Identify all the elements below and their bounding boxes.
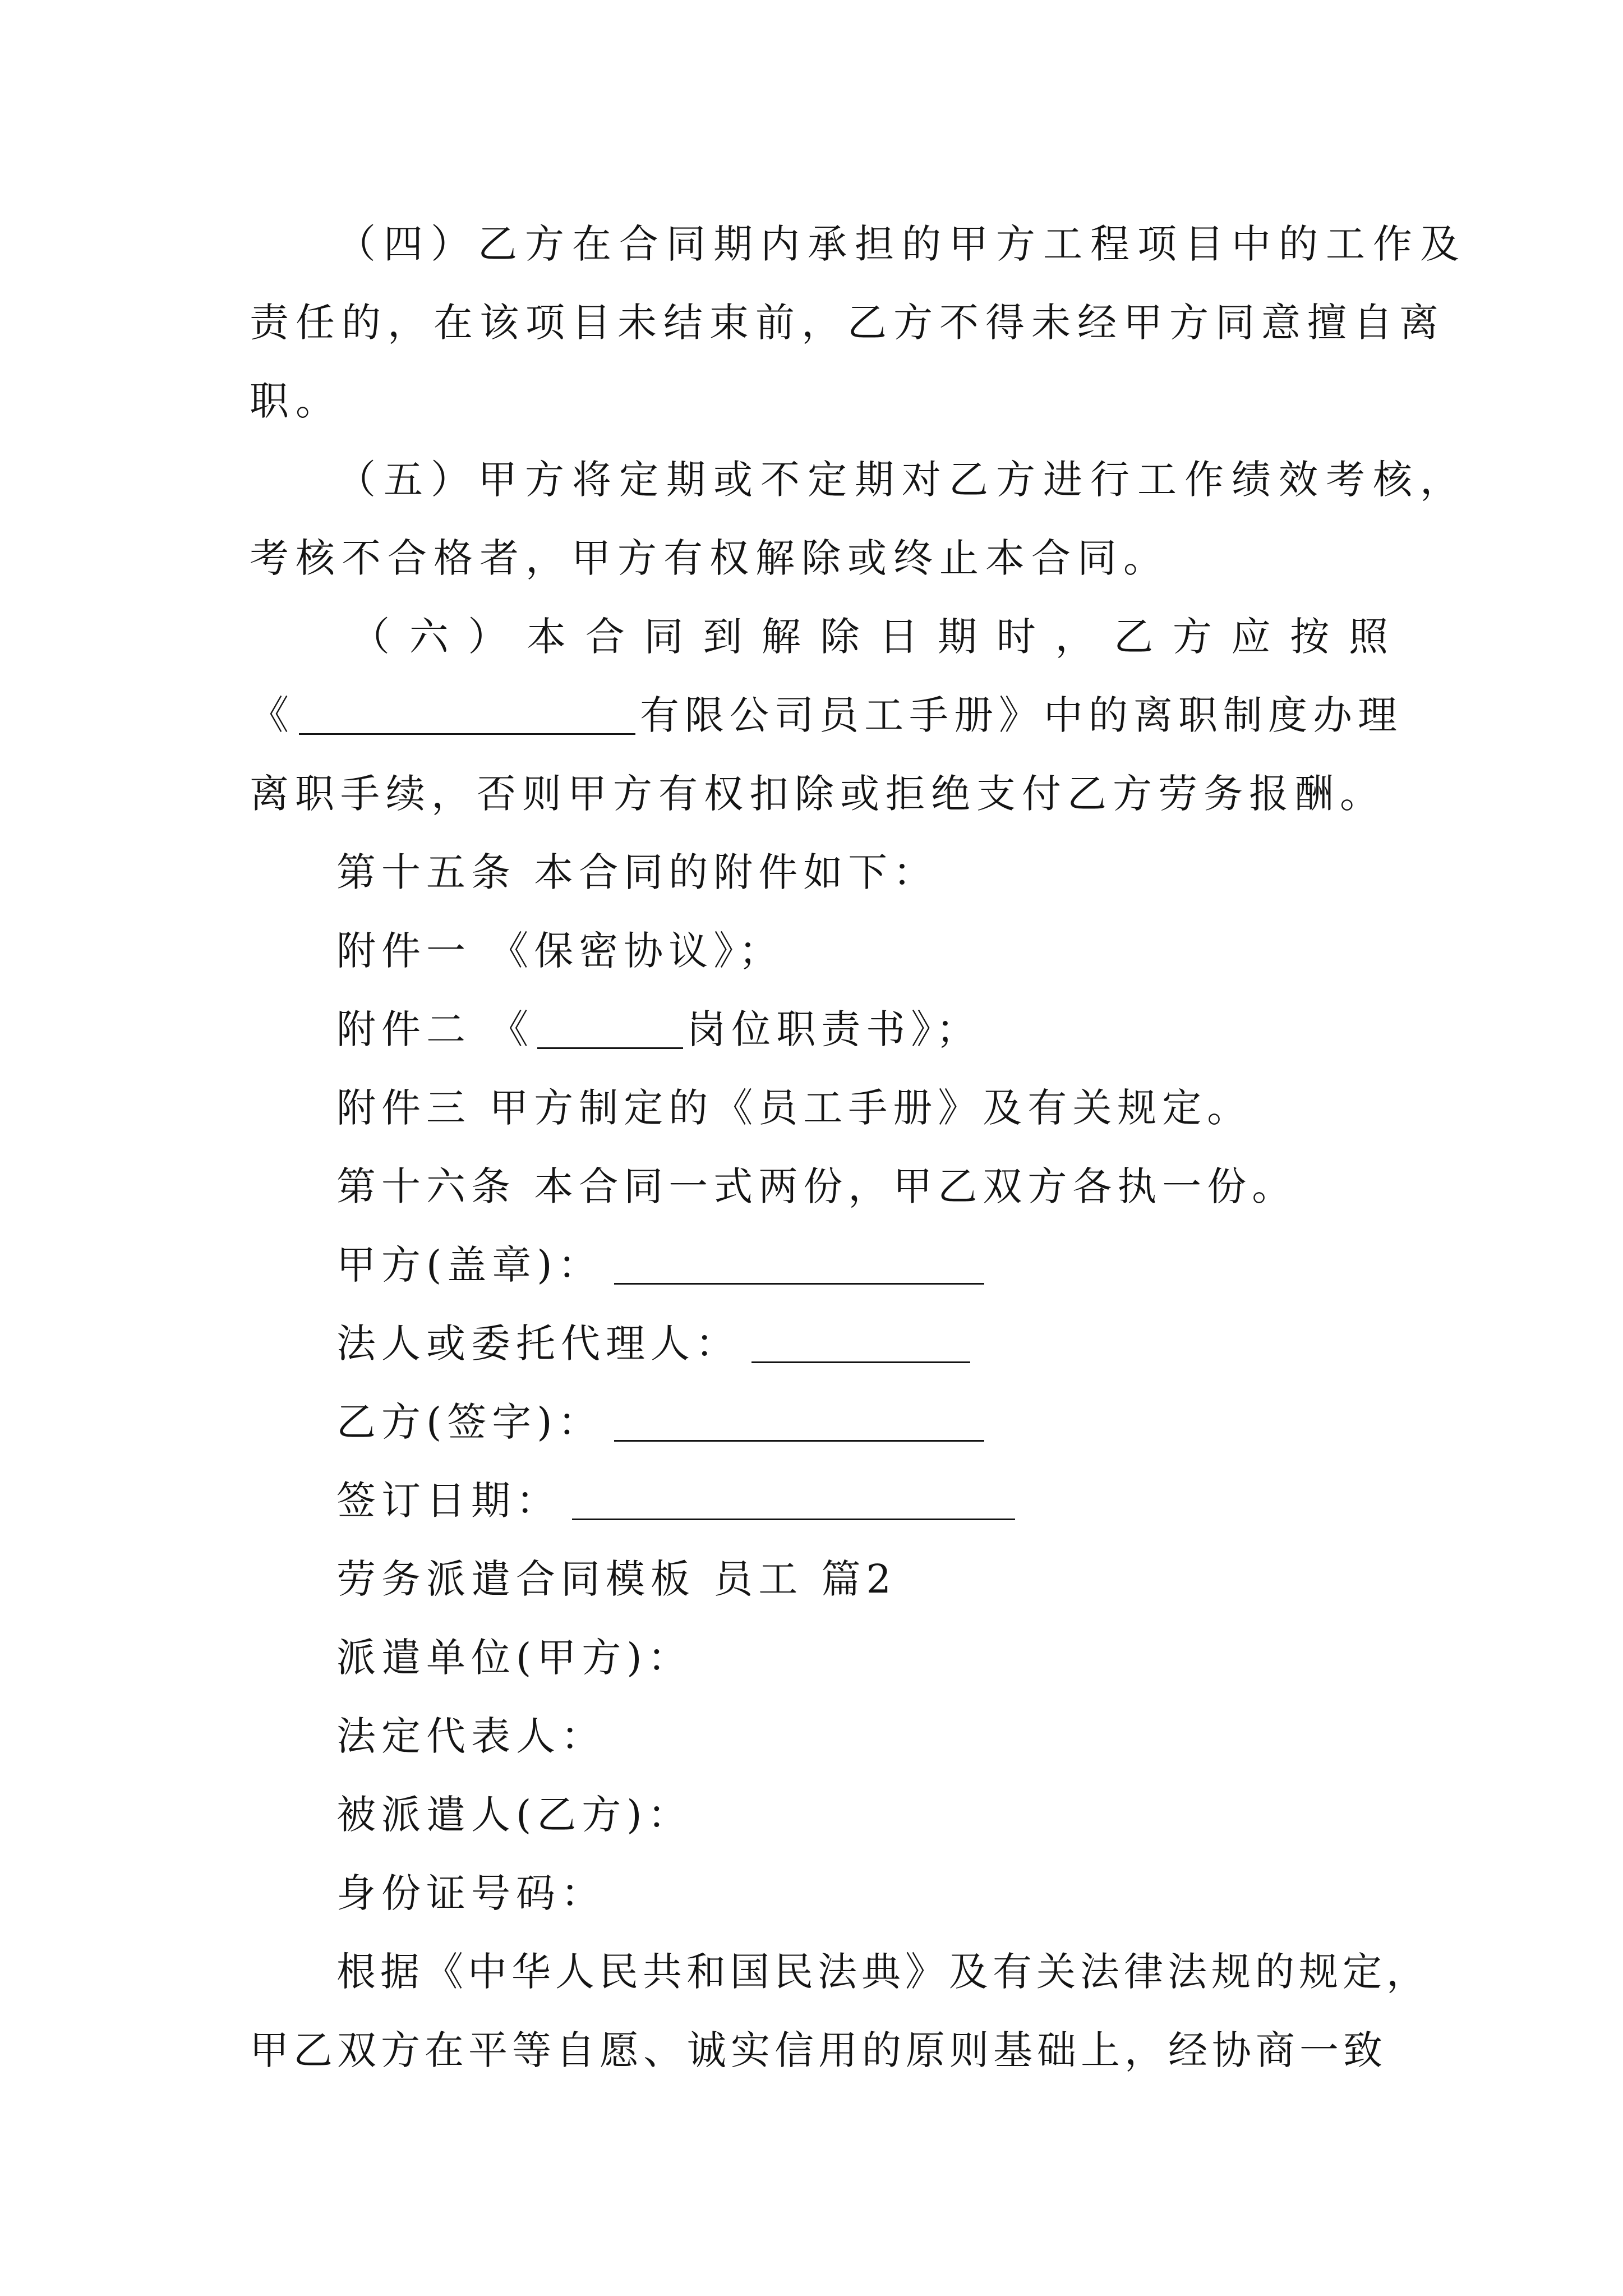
paragraph-6-char: 方 bbox=[1172, 614, 1212, 660]
paragraph-6-char: 期 bbox=[938, 614, 978, 660]
paragraph-6-line-3: 离职手续，否则甲方有权扣除或拒绝支付乙方劳务报酬。 bbox=[250, 771, 1385, 817]
paragraph-6-line-2 bbox=[250, 692, 1403, 738]
paragraph-6-char: 时 bbox=[996, 614, 1036, 660]
paragraph-4-line-1: （四）乙方在合同期内承担的甲方工程项目中的工作及 bbox=[336, 221, 1467, 267]
paragraph-6-char: （ bbox=[351, 614, 390, 660]
sign-date-label: 签订日期： bbox=[336, 1478, 561, 1524]
attachment-2 bbox=[336, 1006, 981, 1052]
paragraph-5-line-2: 考核不合格者，甲方有权解除或终止本合同。 bbox=[250, 535, 1169, 581]
basis-line-1: 根据《中华人民共和国民法典》及有关法律法规的规定， bbox=[336, 1949, 1430, 1995]
paragraph-6-char: 同 bbox=[644, 614, 684, 660]
legal-rep-row bbox=[336, 1320, 970, 1366]
paragraph-4-line-2: 责任的，在该项目未结束前，乙方不得未经甲方同意擅自离 bbox=[250, 300, 1445, 346]
sign-date-blank bbox=[572, 1485, 1015, 1520]
paragraph-6-char: 日 bbox=[879, 614, 919, 660]
paragraph-6-line-2-prefix: 《 bbox=[250, 692, 294, 738]
paragraph-6-char: ） bbox=[468, 614, 508, 660]
paragraph-6-char: 照 bbox=[1348, 614, 1388, 660]
party-a-seal-label: 甲方(盖章)： bbox=[336, 1242, 603, 1288]
legal-rep-blank bbox=[751, 1328, 970, 1363]
paragraph-6-char: 乙 bbox=[1114, 614, 1154, 660]
party-b-sign-label: 乙方(签字)： bbox=[336, 1399, 603, 1445]
paragraph-6-char: 到 bbox=[703, 614, 743, 660]
company-name-blank bbox=[299, 700, 635, 735]
sign-date-row bbox=[336, 1478, 1015, 1524]
party-a-seal-row bbox=[336, 1242, 984, 1288]
position-name-blank bbox=[537, 1014, 683, 1049]
paragraph-6-char: 按 bbox=[1290, 614, 1330, 660]
party-b-sign-blank bbox=[614, 1406, 984, 1442]
paragraph-6-char: ， bbox=[1055, 614, 1095, 660]
article-16: 第十六条 本合同一式两份，甲乙双方各执一份。 bbox=[336, 1163, 1297, 1209]
id-number-label: 身份证号码： bbox=[336, 1870, 606, 1916]
paragraph-5-line-1: （五）甲方将定期或不定期对乙方进行工作绩效考核， bbox=[336, 457, 1467, 503]
legal-rep-label: 法人或委托代理人： bbox=[336, 1320, 740, 1366]
basis-line-2: 甲乙双方在平等自愿、诚实信用的原则基础上，经协商一致 bbox=[250, 2027, 1387, 2073]
paragraph-4-line-3: 职。 bbox=[250, 378, 342, 424]
paragraph-6-char: 六 bbox=[409, 614, 449, 660]
section-2-heading: 劳务派遣合同模板 员工 篇2 bbox=[336, 1556, 897, 1602]
paragraph-6-char: 解 bbox=[761, 614, 801, 660]
paragraph-6-line-2-suffix: 有限公司员工手册》中的离职制度办理 bbox=[640, 692, 1403, 738]
legal-representative-label: 法定代表人： bbox=[336, 1713, 606, 1759]
attachment-2-suffix: 岗位职责书》； bbox=[686, 1006, 981, 1052]
article-15-title: 第十五条 本合同的附件如下： bbox=[336, 849, 938, 895]
paragraph-6-char: 合 bbox=[585, 614, 625, 660]
attachment-1: 附件一 《保密协议》； bbox=[336, 928, 784, 974]
party-b-sign-row bbox=[336, 1399, 984, 1445]
attachment-3: 附件三 甲方制定的《员工手册》及有关规定。 bbox=[336, 1085, 1252, 1131]
attachment-2-prefix: 附件二 《 bbox=[336, 1006, 534, 1052]
paragraph-6-char: 本 bbox=[527, 614, 566, 660]
dispatcher-label: 派遣单位(甲方)： bbox=[336, 1635, 693, 1681]
paragraph-6-char: 应 bbox=[1231, 614, 1271, 660]
party-a-seal-blank bbox=[614, 1249, 984, 1285]
dispatchee-label: 被派遣人(乙方)： bbox=[336, 1792, 693, 1838]
paragraph-6-line-1 bbox=[351, 614, 1388, 660]
paragraph-6-char: 除 bbox=[820, 614, 860, 660]
